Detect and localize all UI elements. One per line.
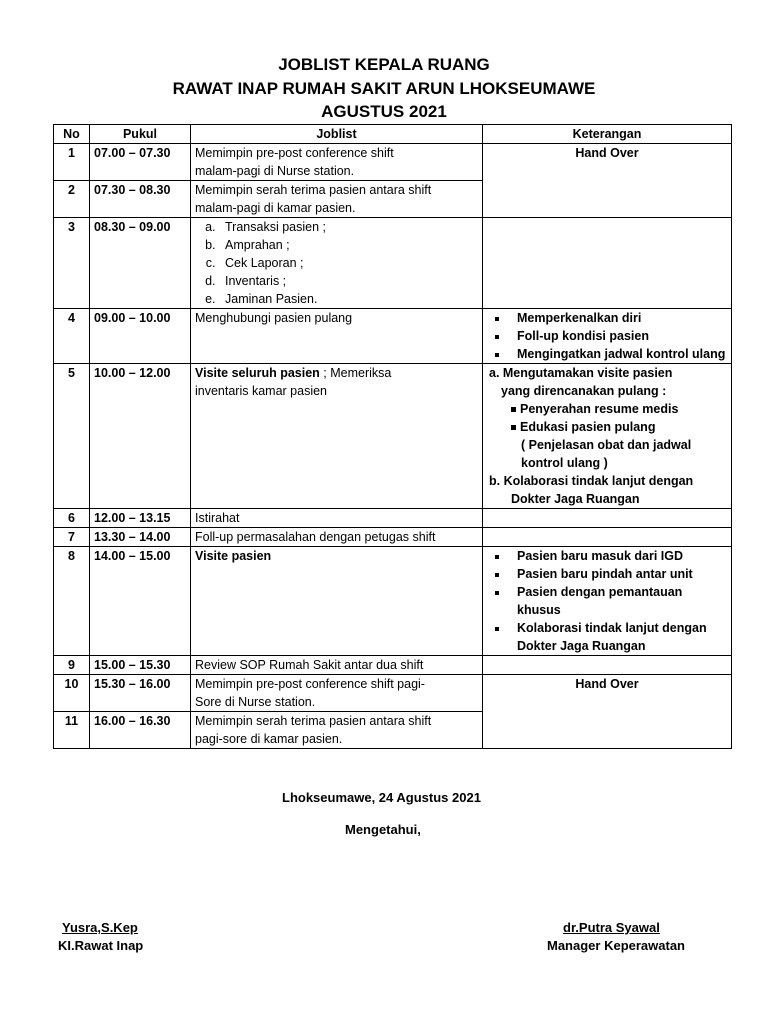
note-sub-item [489,418,727,436]
row-notes-empty [483,528,732,547]
notes-list [487,309,727,363]
row-time: 14.00 – 15.00 [90,547,191,656]
row-time: 15.30 – 16.00 [90,675,191,712]
right-signatory-role: Manager Keperawatan [547,938,685,953]
list-item: d. Inventaris ; [219,272,478,290]
list-item: ▪ Kolaborasi tindak lanjut dengan Dokter Jaga Ruangan [509,619,727,655]
list-item: ▪ Memperkenalkan diri [509,309,727,327]
row-job [191,144,483,181]
job-line: pagi-sore di kamar pasien. [195,732,343,746]
header-joblist: Joblist [191,125,483,144]
row-job [191,218,483,309]
table-row [54,675,732,712]
header-pukul: Pukul [90,125,191,144]
note-a-line-2: yang direncanakan pulang : [501,384,667,398]
row-no: 8 [54,547,90,656]
job-line: Memimpin serah terima pasien antara shift [195,183,432,197]
table-row [54,528,732,547]
joblist-table [53,124,732,749]
job-line: malam-pagi di kamar pasien. [195,201,356,215]
row-time: 07.30 – 08.30 [90,181,191,218]
row-no: 11 [54,712,90,749]
row-job [191,675,483,712]
header-no: No [54,125,90,144]
title-line-2: RAWAT INAP RUMAH SAKIT ARUN LHOKSEUMAWE [172,79,596,98]
row-time: 13.30 – 14.00 [90,528,191,547]
job-line: inventaris kamar pasien [195,384,328,398]
row-job [191,309,483,364]
list-item: e. Jaminan Pasien. [219,290,478,308]
row-no: 3 [54,218,90,309]
hand-over-cell: Hand Over [483,675,732,749]
header-keterangan: Keterangan [483,125,732,144]
row-no: 4 [54,309,90,364]
table-row [54,656,732,675]
row-no: 9 [54,656,90,675]
list-item: ▪ Pasien dengan pemantauan khusus [509,583,727,619]
list-item: ▪ Pasien baru masuk dari IGD [509,547,727,565]
table-row [54,309,732,364]
row-no: 2 [54,181,90,218]
left-signatory-role: KI.Rawat Inap [58,938,144,953]
row-no: 6 [54,509,90,528]
square-bullet-icon [511,407,516,412]
job-rest: ; Memeriksa [319,366,392,380]
job-line: Menghubungi pasien pulang [195,311,353,325]
job-line: Memimpin pre-post conference shift [195,146,394,160]
table-row [54,547,732,656]
acknowledge-label: Mengetahui, [345,822,421,837]
title-line-3: AGUSTUS 2021 [321,102,447,121]
row-time: 15.00 – 15.30 [90,656,191,675]
row-job [191,364,483,509]
row-notes-empty [483,218,732,309]
table-row [54,144,732,181]
hand-over-cell: Hand Over [483,144,732,218]
table-row [54,218,732,309]
job-line: Memimpin serah terima pasien antara shift [195,714,432,728]
row-job: Istirahat [191,509,483,528]
list-item: ▪ Pasien baru pindah antar unit [509,565,727,583]
row-job: Review SOP Rumah Sakit antar dua shift [191,656,483,675]
list-item: ▪ Mengingatkan jadwal kontrol ulang [509,345,727,363]
row-time: 16.00 – 16.30 [90,712,191,749]
row-job [191,181,483,218]
note-b-line-2: Dokter Jaga Ruangan [511,492,640,506]
list-item: c. Cek Laporan ; [219,254,478,272]
row-time: 08.30 – 09.00 [90,218,191,309]
row-time: 09.00 – 10.00 [90,309,191,364]
list-item: a. Transaksi pasien ; [219,218,478,236]
job-bold: Visite pasien [195,549,272,563]
list-item: b. Amprahan ; [219,236,478,254]
title-line-1: JOBLIST KEPALA RUANG [278,55,490,74]
row-notes-empty [483,509,732,528]
job-bold: Visite seluruh pasien [195,366,320,380]
job-sublist [195,218,478,308]
row-time: 07.00 – 07.30 [90,144,191,181]
row-job [191,547,483,656]
job-line: Memimpin pre-post conference shift pagi- [195,677,425,691]
list-item: ▪ Foll-up kondisi pasien [509,327,727,345]
row-job [191,712,483,749]
note-sub-line: kontrol ulang ) [521,456,608,470]
table-row [54,364,732,509]
note-sub-text: Edukasi pasien pulang [520,420,656,434]
row-no: 7 [54,528,90,547]
table-row [54,509,732,528]
note-b-line-1: b. Kolaborasi tindak lanjut dengan [489,474,694,488]
note-sub-text: Penyerahan resume medis [520,402,679,416]
row-notes [483,547,732,656]
row-no: 5 [54,364,90,509]
row-no: 10 [54,675,90,712]
right-signatory-name: dr.Putra Syawal [563,920,660,935]
row-time: 10.00 – 12.00 [90,364,191,509]
note-sub-line: ( Penjelasan obat dan jadwal [521,438,692,452]
row-notes [483,364,732,509]
left-signatory-name: Yusra,S.Kep [62,920,138,935]
note-sub-item [489,400,727,418]
job-line: Sore di Nurse station. [195,695,316,709]
row-notes [483,309,732,364]
row-no: 1 [54,144,90,181]
row-notes-empty [483,656,732,675]
job-line [195,364,478,382]
row-time: 12.00 – 13.15 [90,509,191,528]
square-bullet-icon [511,425,516,430]
table-header-row [54,125,732,144]
notes-list [487,547,727,655]
place-date: Lhokseumawe, 24 Agustus 2021 [282,790,481,805]
row-job: Foll-up permasalahan dengan petugas shift [191,528,483,547]
job-line: malam-pagi di Nurse station. [195,164,355,178]
note-a-line-1: a. Mengutamakan visite pasien [489,366,673,380]
